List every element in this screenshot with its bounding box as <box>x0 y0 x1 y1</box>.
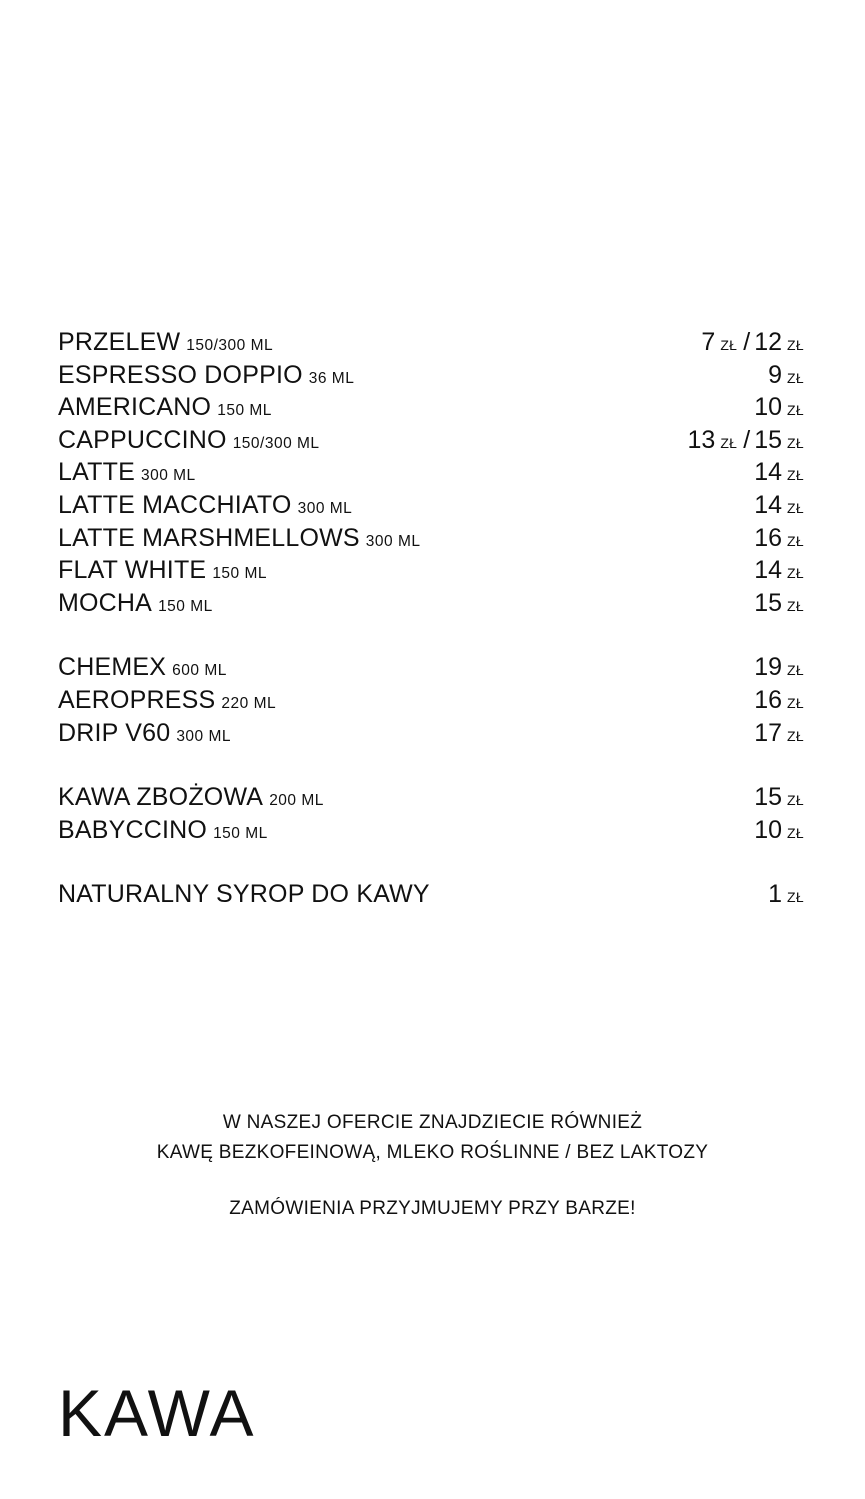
currency: ZŁ <box>787 467 804 484</box>
item-price <box>754 717 804 753</box>
item-name-wrap <box>58 554 267 591</box>
menu-item <box>58 717 804 750</box>
item-price <box>754 489 804 525</box>
item-price <box>754 814 804 850</box>
price-value: 10 <box>754 815 783 844</box>
item-volume: 150 ML <box>213 824 268 842</box>
menu-item <box>58 391 804 424</box>
item-name-wrap <box>58 391 272 428</box>
currency: ZŁ <box>787 337 804 353</box>
price-separator: / <box>743 328 751 356</box>
item-price <box>688 424 804 460</box>
item-volume: 150 ML <box>158 597 213 615</box>
menu-item <box>58 781 804 814</box>
menu-item <box>58 424 804 457</box>
item-name: KAWA ZBOŻOWA <box>58 783 264 812</box>
currency: ZŁ <box>787 597 804 614</box>
menu-item <box>58 587 804 620</box>
price-value: 10 <box>754 393 783 422</box>
price-value: 1 <box>768 880 783 909</box>
item-volume: 200 ML <box>269 792 324 810</box>
item-volume: 150/300 ML <box>186 337 274 354</box>
note-spacer <box>0 1168 865 1194</box>
item-name-wrap <box>58 424 320 461</box>
item-volume: 300 ML <box>297 499 353 517</box>
price-value: 17 <box>754 718 783 747</box>
item-name: ESPRESSO DOPPIO <box>58 360 303 389</box>
currency: ZŁ <box>787 662 804 679</box>
note-line: KAWĘ BEZKOFEINOWĄ, MLEKO ROŚLINNE / BEZ LAKTOZY <box>156 1142 709 1163</box>
item-name: FLAT WHITE <box>58 556 207 585</box>
item-name-wrap <box>58 717 231 754</box>
price-value: 16 <box>754 685 783 714</box>
menu-item <box>58 456 804 489</box>
item-name-wrap <box>58 456 196 493</box>
currency: ZŁ <box>787 565 804 582</box>
item-name: CHEMEX <box>58 653 167 682</box>
item-price <box>754 587 804 623</box>
price-value: 16 <box>754 523 783 552</box>
item-price <box>754 781 804 817</box>
currency: ZŁ <box>787 727 804 744</box>
item-volume: 150 ML <box>217 402 272 420</box>
price-large: 12 <box>754 328 783 356</box>
menu-item <box>58 522 804 555</box>
price-large: 15 <box>754 425 783 454</box>
menu-item <box>58 814 804 847</box>
price-value: 15 <box>754 588 783 617</box>
price-value: 14 <box>754 556 783 585</box>
item-volume: 150/300 ML <box>232 434 320 452</box>
currency: ZŁ <box>787 499 804 516</box>
item-volume: 300 ML <box>140 467 196 485</box>
menu-item <box>58 489 804 522</box>
price-value: 15 <box>754 783 783 812</box>
coffee-menu-list <box>58 326 804 943</box>
currency: ZŁ <box>787 402 804 419</box>
menu-group-other <box>58 781 804 846</box>
item-name: AMERICANO <box>58 393 212 422</box>
item-name: MOCHA <box>58 588 153 617</box>
menu-group-alternative-brewing <box>58 651 804 749</box>
item-name: LATTE MACCHIATO <box>58 490 292 519</box>
currency: ZŁ <box>787 694 804 711</box>
item-name-wrap <box>58 878 436 915</box>
item-price <box>754 456 804 492</box>
currency: ZŁ <box>787 792 804 809</box>
item-name-wrap <box>58 587 213 624</box>
item-name-wrap <box>58 522 421 559</box>
menu-notes <box>0 1108 865 1224</box>
item-price <box>768 359 804 395</box>
price-value: 14 <box>754 490 783 519</box>
price-separator: / <box>743 425 751 454</box>
order-note: ZAMÓWIENIA PRZYJMUJEMY PRZY BARZE! <box>229 1198 636 1219</box>
item-price <box>754 651 804 687</box>
item-volume: 300 ML <box>365 532 421 550</box>
item-name: LATTE <box>58 458 135 487</box>
item-price <box>754 684 804 720</box>
currency: ZŁ <box>787 532 804 549</box>
item-name: PRZELEW <box>58 328 181 356</box>
currency: ZŁ <box>787 889 804 906</box>
menu-group-espresso-drinks <box>58 326 804 619</box>
item-volume: 220 ML <box>221 694 277 712</box>
item-volume: 300 ML <box>176 727 232 745</box>
item-name-wrap <box>58 814 268 851</box>
menu-item <box>58 878 804 911</box>
price-small: 13 <box>687 425 716 454</box>
item-name: BABYCCINO <box>58 815 208 844</box>
item-name-wrap <box>58 359 354 396</box>
item-price <box>754 391 804 427</box>
item-price <box>754 522 804 558</box>
item-name: LATTE MARSHMELLOWS <box>58 523 360 552</box>
item-name: NATURALNY SYROP DO KAWY <box>58 880 430 909</box>
item-price <box>768 878 804 914</box>
currency: ZŁ <box>787 369 804 386</box>
menu-item <box>58 684 804 717</box>
currency: ZŁ <box>787 824 804 841</box>
menu-group-extras <box>58 878 804 911</box>
item-price <box>754 554 804 590</box>
item-volume: 600 ML <box>172 662 227 680</box>
note-line: W NASZEJ OFERCIE ZNAJDZIECIE RÓWNIEŻ <box>222 1112 643 1133</box>
price-value: 19 <box>754 653 783 682</box>
price-value: 14 <box>754 458 783 487</box>
price-small: 7 <box>701 328 716 356</box>
item-volume: 36 ML <box>308 369 355 387</box>
item-name: AEROPRESS <box>58 685 216 714</box>
menu-item <box>58 651 804 684</box>
item-name-wrap <box>58 651 227 688</box>
item-name: CAPPUCCINO <box>58 425 227 454</box>
item-volume: 150 ML <box>212 565 268 583</box>
item-price <box>701 326 804 362</box>
menu-item <box>58 326 804 359</box>
item-name-wrap <box>58 684 276 721</box>
currency: ZŁ <box>787 434 804 451</box>
price-value: 9 <box>768 360 783 389</box>
currency: ZŁ <box>720 337 738 353</box>
currency: ZŁ <box>720 434 738 451</box>
item-name-wrap <box>58 489 352 526</box>
menu-item <box>58 554 804 587</box>
item-name: DRIP V60 <box>58 718 171 747</box>
page-title: KAWA <box>58 1376 256 1450</box>
item-name-wrap <box>58 781 324 818</box>
item-name-wrap <box>58 326 273 363</box>
menu-item <box>58 359 804 392</box>
